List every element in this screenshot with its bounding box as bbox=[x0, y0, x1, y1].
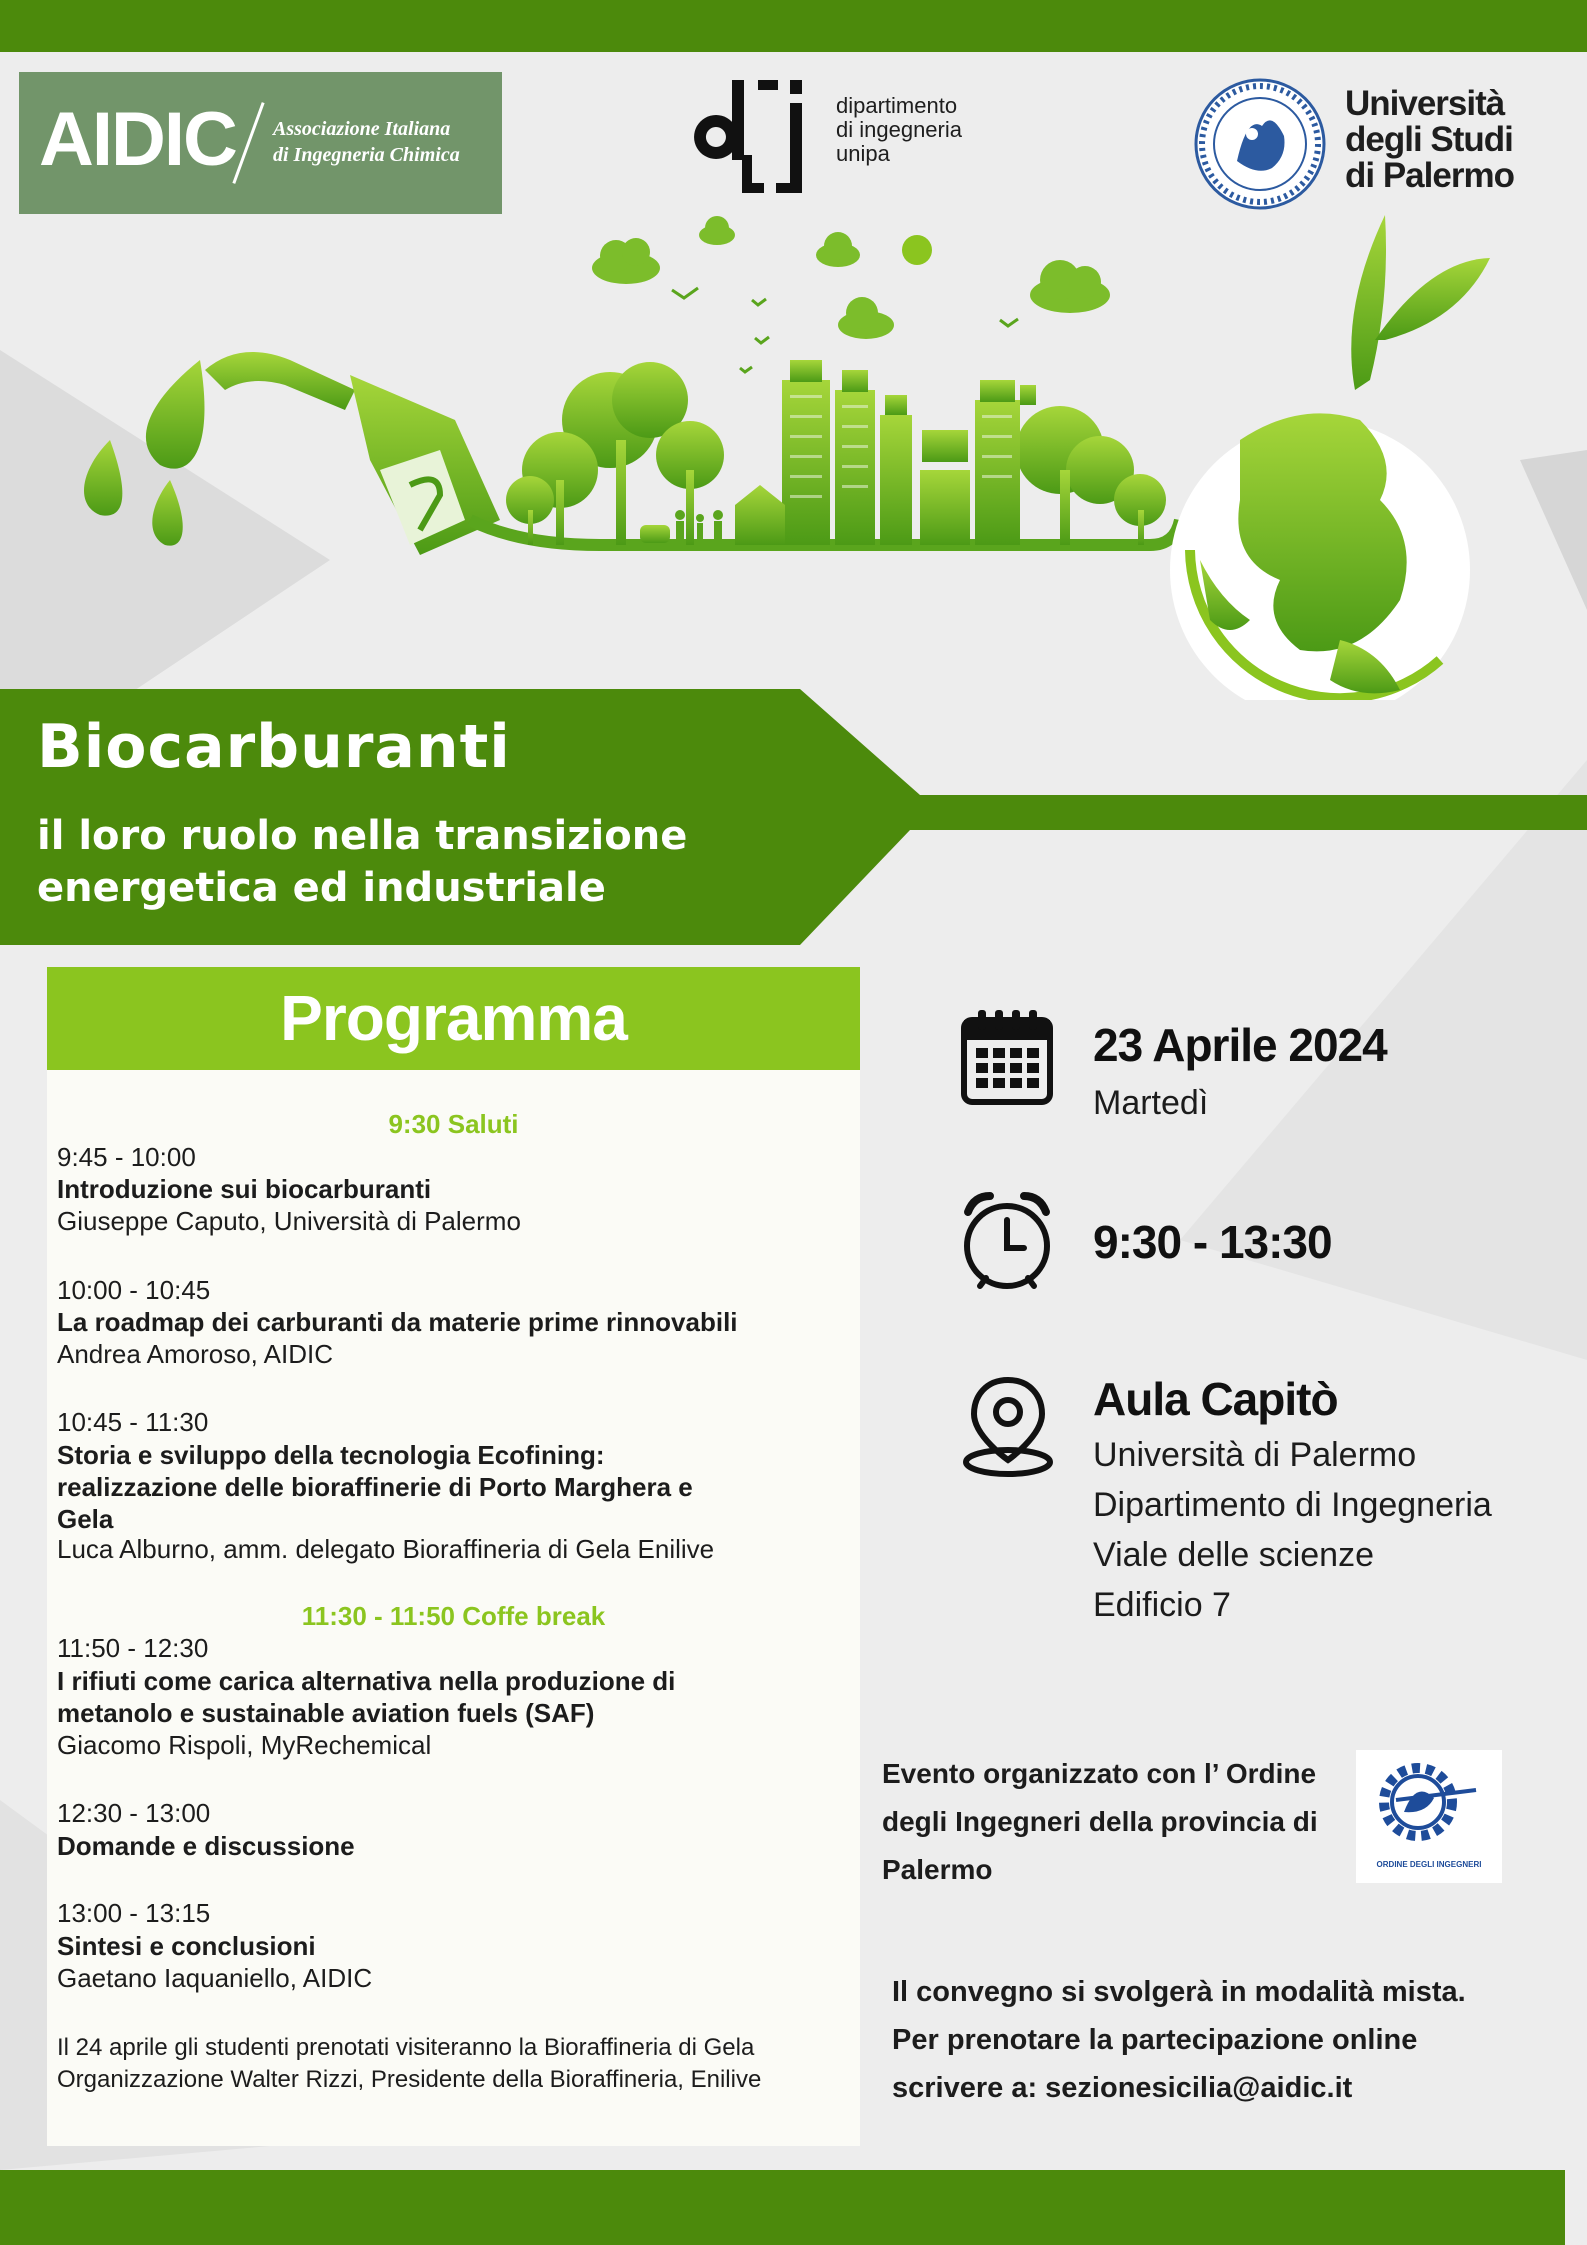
session-2-title: La roadmap dei carburanti da materie prime rinnovabili bbox=[57, 1307, 738, 1337]
address-line3: Viale delle scienze bbox=[1093, 1536, 1374, 1574]
aidic-logo-name: AIDIC bbox=[39, 97, 236, 182]
session-6-title: Sintesi e conclusioni bbox=[57, 1931, 316, 1961]
bottom-bar bbox=[0, 2170, 1565, 2245]
session-4-title-line2: metanolo e sustainable aviation fuels (SAF) bbox=[57, 1698, 595, 1728]
session-1-speaker: Giuseppe Caputo, Università di Palermo bbox=[57, 1206, 521, 1236]
fuel-droplets bbox=[84, 360, 204, 546]
session-3-title-line2: realizzazione delle bioraffinerie di Porto Marghera e bbox=[57, 1472, 693, 1502]
dipartimento-line2: di ingegneria bbox=[836, 117, 962, 142]
session-5-title: Domande e discussione bbox=[57, 1831, 355, 1861]
session-2-speaker: Andrea Amoroso, AIDIC bbox=[57, 1339, 334, 1369]
dipartimento-line3: unipa bbox=[836, 141, 890, 166]
session-3-speaker: Luca Alburno, amm. delegato Bioraffineria di Gela Enilive bbox=[57, 1534, 715, 1564]
clouds bbox=[592, 216, 1110, 339]
event-venue: Aula Capitò bbox=[1093, 1373, 1338, 1425]
alarm-clock-icon bbox=[960, 1190, 1054, 1294]
session-2-time: 10:00 - 10:45 bbox=[57, 1275, 211, 1305]
session-1-time: 9:45 - 10:00 bbox=[57, 1142, 196, 1172]
organizer-line2: degli Ingegneri della provincia di bbox=[882, 1806, 1318, 1837]
session-3-title-line1: Storia e sviluppo della tecnologia Ecofining: bbox=[57, 1440, 605, 1470]
event-subtitle-line2: energetica ed industriale bbox=[37, 865, 606, 911]
organizer-text bbox=[882, 1750, 1362, 1894]
coffee-break: 11:30 - 11:50 Coffe break bbox=[301, 1601, 606, 1631]
session-3-time: 10:45 - 11:30 bbox=[57, 1407, 209, 1437]
session-4-title-line1: I rifiuti come carica alternativa nella produzione di bbox=[57, 1666, 676, 1696]
programme-heading: Programma bbox=[47, 967, 860, 1070]
participation-line2: Per prenotare la partecipazione online bbox=[892, 2024, 1418, 2056]
session-1-title: Introduzione sui biocarburanti bbox=[57, 1174, 432, 1204]
event-time: 9:30 - 13:30 bbox=[1093, 1216, 1332, 1268]
location-pin-icon bbox=[960, 1376, 1056, 1478]
session-4-speaker: Giacomo Rispoli, MyRechemical bbox=[57, 1730, 432, 1760]
ordine-ingegneri-logo bbox=[1356, 1750, 1502, 1883]
session-3-title-line3: Gela bbox=[57, 1504, 114, 1534]
universita-line2: degli Studi bbox=[1345, 120, 1513, 159]
organizer-line3: Palermo bbox=[882, 1854, 993, 1885]
event-address bbox=[1093, 1430, 1492, 1630]
address-line1: Università di Palermo bbox=[1093, 1436, 1417, 1474]
programme-panel bbox=[47, 1070, 860, 2146]
people bbox=[675, 510, 723, 543]
participation-email: scrivere a: sezionesicilia@aidic.it bbox=[892, 2072, 1353, 2104]
aidic-subtitle-line2: di Ingegneria Chimica bbox=[273, 144, 460, 166]
event-subtitle-line1: il loro ruolo nella transizione bbox=[37, 813, 688, 859]
green-city-illustration bbox=[0, 0, 1587, 700]
sun-icon bbox=[902, 235, 932, 265]
programme-note-line2: Organizzazione Walter Rizzi, Presidente della Bioraffineria, Enilive bbox=[57, 2066, 762, 2093]
organizer-line1: Evento organizzato con l’ Ordine bbox=[882, 1758, 1317, 1789]
event-title: Biocarburanti bbox=[37, 712, 511, 782]
earth-globe-icon bbox=[1170, 215, 1490, 700]
programme-opening: 9:30 Saluti bbox=[388, 1109, 519, 1139]
universita-line1: Università bbox=[1345, 84, 1505, 123]
programme-note-line1: Il 24 aprile gli studenti prenotati visiteranno la Bioraffineria di Gela bbox=[57, 2034, 755, 2061]
ordine-logo-text: ORDINE DEGLI INGEGNERI bbox=[1376, 1860, 1482, 1869]
dipartimento-line1: dipartimento bbox=[836, 93, 958, 118]
session-4-time: 11:50 - 12:30 bbox=[57, 1633, 209, 1663]
session-6-time: 13:00 - 13:15 bbox=[57, 1898, 211, 1928]
address-line4: Edificio 7 bbox=[1093, 1586, 1231, 1624]
event-date: 23 Aprile 2024 bbox=[1093, 1019, 1387, 1071]
participation-line1: Il convegno si svolgerà in modalità mista. bbox=[892, 1976, 1466, 2008]
participation-note bbox=[892, 1968, 1532, 2112]
calendar-icon bbox=[960, 1008, 1054, 1106]
session-5-time: 12:30 - 13:00 bbox=[57, 1798, 211, 1828]
aidic-subtitle-line1: Associazione Italiana bbox=[273, 118, 451, 140]
event-subtitle bbox=[37, 810, 687, 914]
ordine-gear-icon bbox=[1356, 1750, 1502, 1855]
session-6-speaker: Gaetano Iaquaniello, AIDIC bbox=[57, 1963, 373, 1993]
event-weekday: Martedì bbox=[1093, 1084, 1209, 1122]
universita-line3: di Palermo bbox=[1345, 156, 1514, 195]
address-line2: Dipartimento di Ingegneria bbox=[1093, 1486, 1492, 1524]
